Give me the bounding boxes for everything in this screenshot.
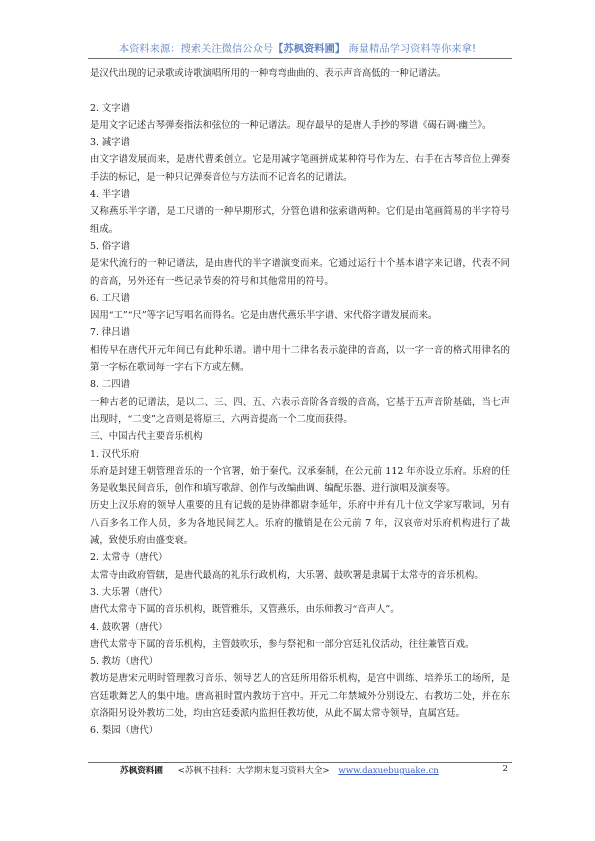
text-line: 1. 汉代乐府 <box>90 448 140 460</box>
text-line: 8. 二四谱 <box>90 379 131 391</box>
text-line: 4. 鼓吹署（唐代） <box>90 621 168 633</box>
header-rule <box>88 58 512 59</box>
text-line: 教坊是唐宋元明时管理教习音乐、领导艺人的宫廷所用俗乐机构，是宫中训练、培养乐工的场所，是宫廷歌舞艺人的集中地。唐高祖时置内教坊于宫中。开元二年禁城外分别设左、右教坊二处，并在东京洛阳另设外教坊二处，均由宫廷委派内监担任教坊使，从此不属太常寺领导，直属宫廷。 <box>90 673 510 719</box>
text-line: 由文字谱发展而来，是唐代曹柔创立。它是用减字笔画拼成某种符号作为左、右手在古琴音位上弹奏手法的标记，是一种只记弹奏音位与方法而不记音名的记谱法。 <box>90 154 510 183</box>
text-line: 又称燕乐半字谱，是工尺谱的一种早期形式，分管色谱和弦索谱两种。它们是由笔画简易的半字符号组成。 <box>90 206 510 235</box>
text-line: 是用文字记述古琴弹奏指法和弦位的一种记谱法。现存最早的是唐人手抄的琴谱《碣石调·幽兰》。 <box>90 119 492 131</box>
text-line: 7. 律吕谱 <box>90 327 131 339</box>
page-number: 2 <box>502 764 508 774</box>
text-line: 5. 俗字谱 <box>90 240 131 252</box>
text-line: 2. 文字谱 <box>90 102 131 114</box>
text-line: 5. 教坊（唐代） <box>90 656 159 668</box>
text-line: 三、中国古代主要音乐机构 <box>90 431 203 443</box>
text-line: 乐府是封建王朝管理音乐的一个官署，始于秦代。汉承秦制，在公元前 112 年亦设立乐府。乐府的任务是收集民间音乐，创作和填写歌辞、创作与改编曲调、编配乐器、进行演唱及演奏等。 <box>90 465 510 495</box>
text-line: 4. 半字谱 <box>90 189 131 201</box>
text-line: 因用“工”“尺”等字记写唱名而得名。它是由唐代燕乐半字谱、宋代俗字谱发展而来。 <box>90 310 438 322</box>
text-line: 是汉代出现的记录歌或诗歌演唱所用的一种弯弯曲曲的、表示声音高低的一种记谱法。 <box>90 68 447 79</box>
text-line: 6. 梨园（唐代） <box>90 725 159 737</box>
text-line: 2. 太常寺（唐代） <box>90 552 168 564</box>
text-line: 唐代太常寺下属的音乐机构，既管雅乐，又管燕乐，由乐师教习“音声人”。 <box>90 604 400 616</box>
footer-title: <苏枫不挂科：大学期末复习资料大全> <box>177 766 330 776</box>
page-footer <box>120 764 508 776</box>
text-line: 相传早在唐代开元年间已有此种乐谱。谱中用十二律名表示旋律的音高，以一字一音的格式用律名的第一字标在歌词每一字右下方或左侧。 <box>90 344 510 374</box>
text-line: 唐代太常寺下属的音乐机构，主管鼓吹乐，参与祭祀和一部分宫廷礼仪活动，往往兼管百戏。 <box>90 638 475 650</box>
text-line: 一种古老的记谱法，是以二、三、四、五、六表示音阶各音级的音高，它基于五声音阶基础，当七声出现时，“二变”之音则是将原三、六两音提高一个二度而获得。 <box>90 396 510 425</box>
footer-rule <box>88 762 512 763</box>
document-body <box>90 65 510 740</box>
text-line: 3. 大乐署（唐代） <box>90 586 168 598</box>
text-line: 太常寺由政府管辖，是唐代最高的礼乐行政机构，大乐署、鼓吹署是隶属于太常寺的音乐机构。 <box>90 569 484 581</box>
text-line: 6. 工尺谱 <box>90 292 131 304</box>
footer-brand: 苏枫资料圃 <box>120 766 163 776</box>
banner-suffix: 海量精品学习资料等你来拿! <box>348 44 477 55</box>
source-banner <box>0 40 595 55</box>
banner-brand: 【苏枫资料圃】 <box>273 44 346 55</box>
text-line: 历史上汉乐府的领导人重要的且有记载的是协律都尉李延年，乐府中并有几十位文学家写歌词，另有八百多名工作人员，多为各地民间艺人。乐府的撤销是在公元前 7 年，汉哀帝对乐府机构进行了裁减，致使乐府由盛变衰。 <box>90 500 510 547</box>
blank-line <box>90 82 510 99</box>
text-line: 3. 减字谱 <box>90 137 131 149</box>
footer-url-link[interactable]: www.daxuebuguake.cn <box>338 766 439 776</box>
text-line: 是宋代流行的一种记谱法，是由唐代的半字谱演变而来。它通过运行十个基本谱字来记谱，代表不同的音高，另外还有一些记录节奏的符号和其他常用的符号。 <box>90 258 510 287</box>
banner-prefix: 本资料来源：搜索关注微信公众号 <box>118 44 274 55</box>
